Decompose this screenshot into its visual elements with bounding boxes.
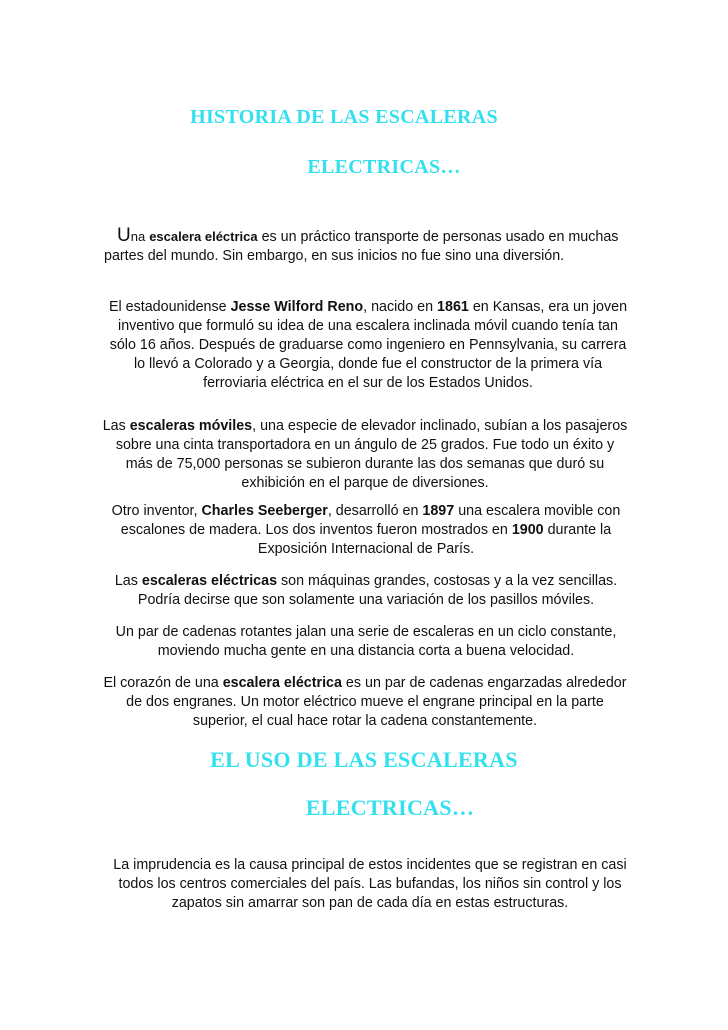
text-run: La imprudencia es la causa principal de estos incidentes que se registran en casi todos los centros comerciales del país. Las bufandas, los niños sin control y los zapatos sin amarrar son pan de cada día en estas estructuras. <box>113 857 627 911</box>
bold-term: 1900 <box>511 522 544 538</box>
text-run: durante la Exposición Internacional de París. <box>257 522 612 557</box>
text-run: Las <box>102 418 130 434</box>
bold-term: escalera eléctrica <box>149 229 258 244</box>
paragraph-maquinas <box>104 572 628 610</box>
bold-term: Charles Seeberger <box>201 503 328 519</box>
drop-cap: U <box>117 225 131 246</box>
paragraph-imprudencia <box>112 856 628 913</box>
text-run: una escalera movible con escalones de madera. Los dos inventos fueron mostrados en <box>120 503 621 538</box>
paragraph-reno <box>108 298 628 393</box>
text-run: El corazón de una <box>103 675 223 691</box>
paragraph-cadenas <box>104 623 628 661</box>
section-heading-line-1: EL USO DE LAS ESCALERAS <box>210 747 518 772</box>
bold-term: escaleras eléctricas <box>141 573 278 589</box>
paragraph-intro <box>104 226 624 266</box>
text-run: na <box>130 229 146 244</box>
text-run: es un par de cadenas engarzadas alrededor de dos engranes. Un motor eléctrico mueve el engrane principal en la parte superior, el cual hace rotar la cadena constantemente. <box>126 675 627 729</box>
bold-term: 1861 <box>437 299 469 315</box>
text-run: son máquinas grandes, costosas y a la vez sencillas. Podría decirse que son solamente una variación de los pasillos móviles. <box>137 573 618 608</box>
text-run: , desarrolló en <box>327 503 423 519</box>
bold-term: escaleras móviles <box>129 418 253 434</box>
text-run: , nacido en <box>363 299 438 315</box>
text-run: es un práctico transporte de personas usado en muchas partes del mundo. Sin embargo, en sus inicios no fue sino una diversión. <box>104 229 619 264</box>
text-run: Un par de cadenas rotantes jalan una serie de escaleras en un ciclo constante, moviendo mucha gente en una distancia corta a buena velocidad. <box>115 624 617 659</box>
paragraph-escaleras-moviles <box>102 417 628 493</box>
text-run: Las <box>114 573 142 589</box>
bold-term: escalera eléctrica <box>222 675 342 691</box>
text-run: Otro inventor, <box>111 503 202 519</box>
section-heading-line-2: ELECTRICAS… <box>305 795 475 820</box>
title-line-1: HISTORIA DE LAS ESCALERAS <box>190 106 498 128</box>
text-run: El estadounidense <box>108 299 231 315</box>
section-heading-uso <box>104 736 644 832</box>
text-run: en Kansas, era un joven inventivo que formuló su idea de una escalera inclinada móvil cuando tenía tan sólo 16 años. Después de graduarse como ingeniero en Pennsylvania, su carrera lo llevó a Colorado y a Georgia, donde fue el constructor de la primera vía ferroviaria eléctrica en el sur de los Estados Unidos. <box>109 299 628 391</box>
text-run: , una especie de elevador inclinado, subían a los pasajeros sobre una cinta transportadora en un ángulo de 25 grados. Fue todo un éxito y más de 75,000 personas se subieron durante las dos semanas que duró su exhibición en el parque de diversiones. <box>115 418 628 491</box>
bold-term: 1897 <box>422 503 455 519</box>
document-title <box>104 92 624 192</box>
paragraph-seeberger <box>104 502 628 559</box>
bold-term: Jesse Wilford Reno <box>230 299 364 315</box>
title-line-2: ELECTRICAS… <box>307 156 461 178</box>
paragraph-corazon <box>102 674 628 731</box>
